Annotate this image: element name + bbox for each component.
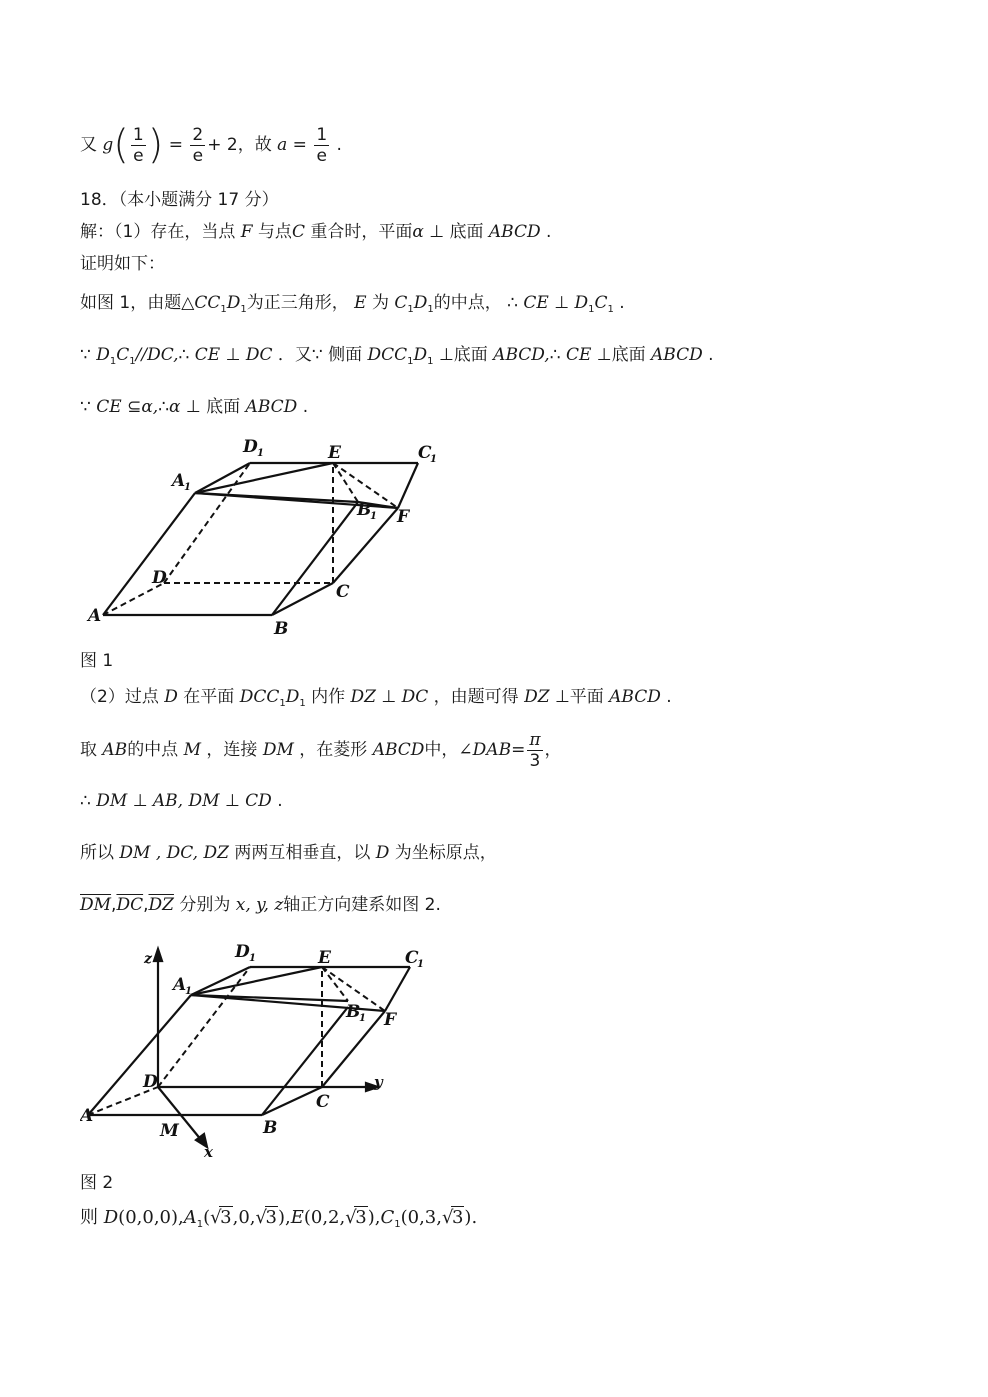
part2-line-4: 所以 DM , DC, DZ 两两互相垂直，以 D 为坐标原点， <box>80 843 497 863</box>
proof-intro: 证明如下： <box>80 254 165 274</box>
svg-text:1: 1 <box>417 959 424 970</box>
edge-B-C <box>272 583 333 615</box>
label-F: F <box>384 1010 397 1030</box>
part2-line-5: $\overline{DM},\overline{DC},\overline{DZ}$ 分别为 x, y, z轴正方向建系如图 2. <box>80 895 441 915</box>
edge-C1-F <box>398 463 418 508</box>
edge-B-Bpt <box>262 1007 348 1115</box>
proof-line-3: ∵ CE ⊆α,∴α ⊥ 底面 ABCD . <box>80 397 309 417</box>
figure-1-parallelepiped <box>80 430 460 640</box>
intro-equation-line: 又 g( $\frac{1}{e}$ ) = $\frac{2}{e}$ + 2，故 a = $\frac{1}{e}$ . <box>80 122 342 168</box>
label-E: E <box>318 948 331 968</box>
svg-text:1: 1 <box>184 482 191 493</box>
label-A: A <box>88 606 102 626</box>
label-D: D <box>152 568 167 588</box>
coordinates-line: 则 $D(0,0,0),A_1$( √ 3,0, √ 3),E(0,2, √ $3),C_1(0,3$, √ 3). <box>80 1207 478 1230</box>
edge-A1-E <box>191 967 322 995</box>
label-z: z <box>144 951 152 967</box>
label-A1: A <box>172 471 186 491</box>
svg-text:1: 1 <box>430 454 437 465</box>
label-A: A <box>80 1106 94 1126</box>
label-D1: D <box>243 437 258 457</box>
label-B1: B <box>357 500 372 520</box>
figure-1-caption: 图 1 <box>80 651 114 671</box>
edge-E-B1 <box>322 967 348 1001</box>
svg-text:1: 1 <box>370 511 377 522</box>
label-A1: A <box>173 975 187 995</box>
fraction-pi-over-3: $\frac{\pi}{3}$ <box>529 729 541 771</box>
solution-part1: 解：（1）存在，当点 F 与点C 重合时，平面α ⊥ 底面 ABCD . <box>80 222 552 242</box>
label-C1: C <box>405 948 419 968</box>
proof-line-2: ∵ $D_1C_1//DC,\therefore$ CE ⊥ DC ．又∵ 侧面 $DCC_1D_1$ ⊥底面 ABCD,∴ CE ⊥底面 ABCD . <box>80 345 714 367</box>
svg-text:1: 1 <box>249 953 256 964</box>
part2-line-3: ∴ DM ⊥ AB, DM ⊥ CD . <box>80 791 283 811</box>
label-B: B <box>274 619 289 639</box>
proof-line-1: 如图 1，由题$\triangle CC_1D_1$为正三角形， E 为 $C_1D_1$的中点， ∴ CE ⊥ $D_1C_1$ . <box>80 293 625 315</box>
svg-text:1: 1 <box>257 448 264 459</box>
label-x: x <box>204 1143 213 1160</box>
edge-E-B1 <box>333 463 358 502</box>
figure-2-caption: 图 2 <box>80 1173 114 1193</box>
edge-B-C <box>262 1087 322 1115</box>
label-C: C <box>336 582 350 602</box>
label-F: F <box>397 507 410 527</box>
edge-A1-E <box>195 463 333 493</box>
edge-C1-F <box>385 967 410 1011</box>
label-M: M <box>160 1121 179 1141</box>
svg-text:1: 1 <box>359 1013 366 1024</box>
label-C1: C <box>418 443 432 463</box>
z-arrow <box>154 949 162 961</box>
edge-A-A1 <box>103 493 195 615</box>
label-C: C <box>316 1092 330 1112</box>
label-B: B <box>263 1118 278 1138</box>
part2-line-1: （2）过点 D 在平面 $DCC_1D_1$ 内作 DZ ⊥ DC ，由题可得 DZ ⊥平面 ABCD . <box>80 687 672 709</box>
part2-line-2: 取 AB的中点 M ，连接 DM ，在菱形 ABCD中，∠DAB= $\frac{\pi}{3}$ ， <box>80 729 562 771</box>
edge-A-A1 <box>88 995 191 1115</box>
label-E: E <box>328 443 341 463</box>
fraction-2-over-e: $\frac{2}{e}$ <box>192 124 204 166</box>
fraction-1-over-e: $\frac{1}{e}$ <box>132 124 144 166</box>
problem-heading: 18．（本小题满分 17 分） <box>80 190 279 210</box>
edge-A1-D1 <box>191 967 250 995</box>
label-D1: D <box>235 942 250 962</box>
edge-A1-D1 <box>195 463 250 493</box>
figure-2-coordinate-system <box>80 935 460 1160</box>
label-B1: B <box>346 1002 361 1022</box>
fraction-1-over-e-result: $\frac{1}{e}$ <box>316 124 328 166</box>
label-D: D <box>143 1072 158 1092</box>
svg-text:1: 1 <box>185 986 192 997</box>
label-y: y <box>374 1073 383 1091</box>
